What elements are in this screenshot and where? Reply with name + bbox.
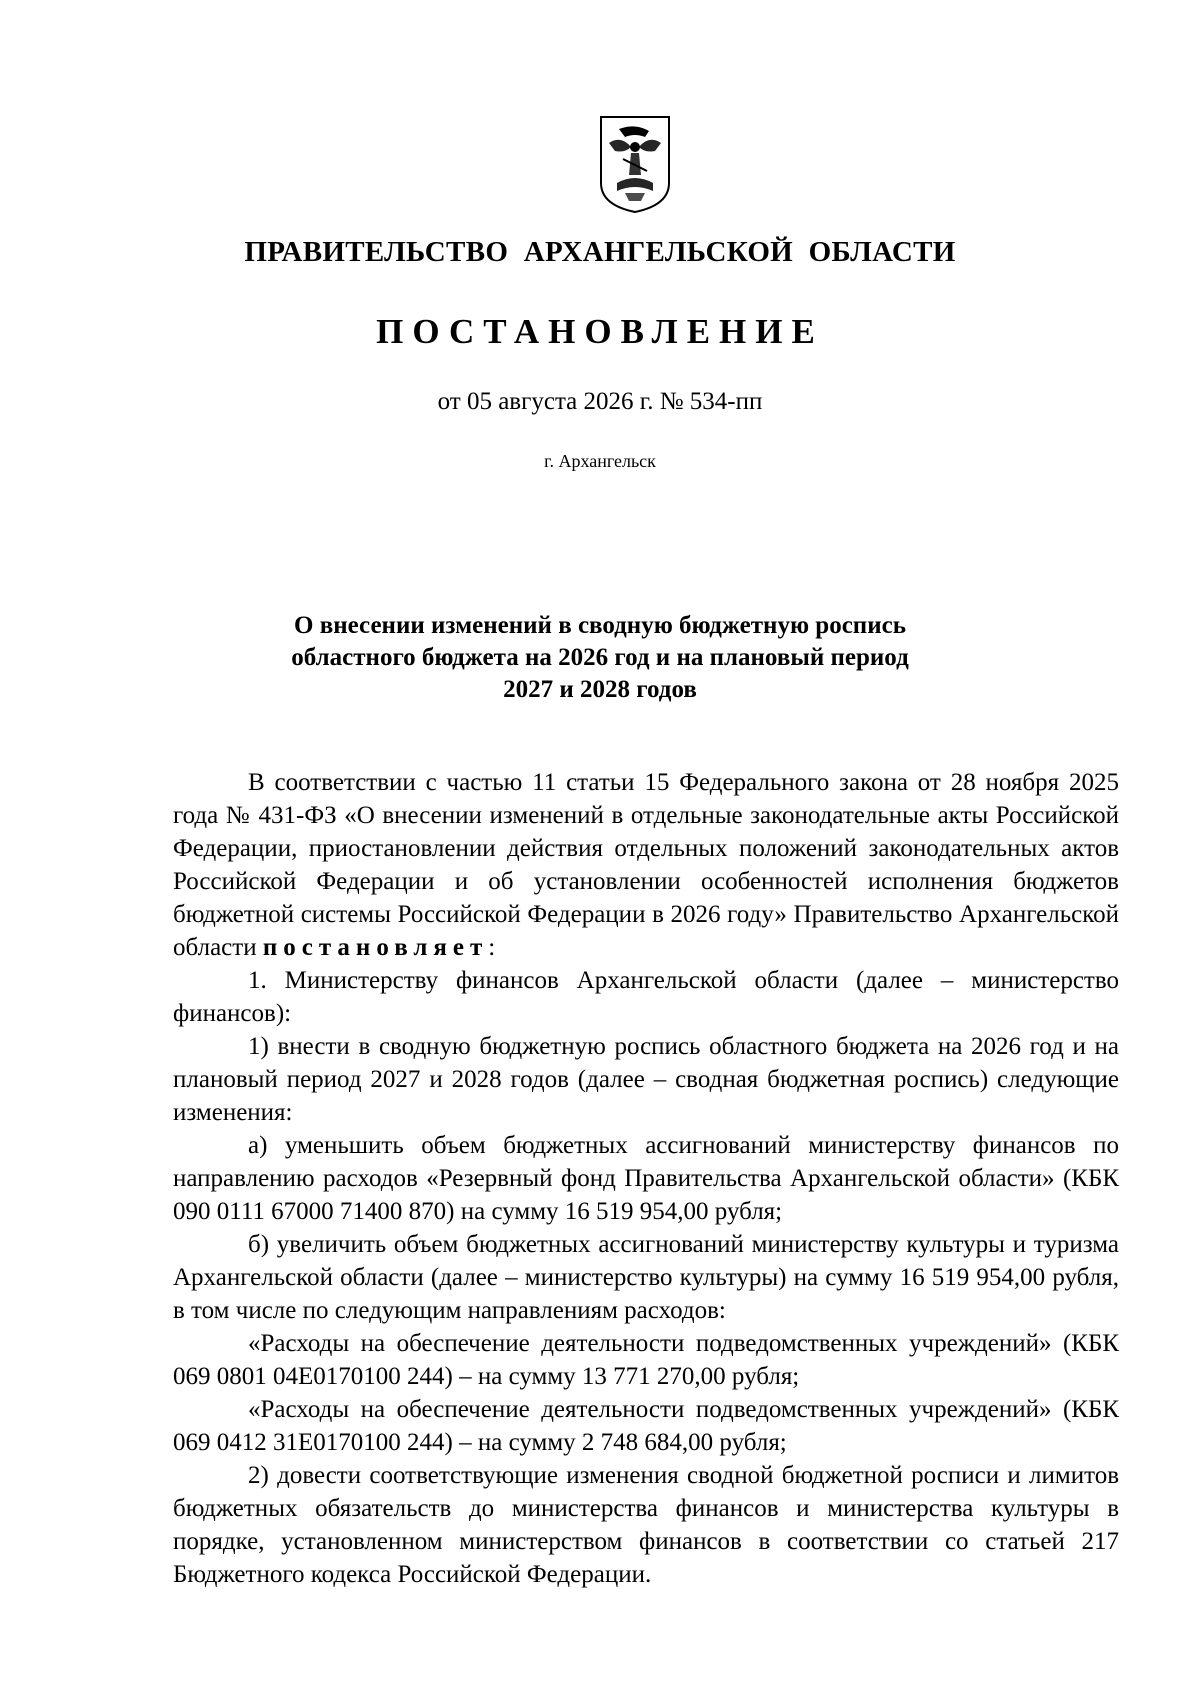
expense-item-2: «Расходы на обеспечение деятельности подведомственных учреждений» (КБК 069 0412 31Е0170100 244) – на сумму 2 748 684,00 рубля;	[173, 1396, 1119, 1456]
resolves-word: постановляет	[262, 934, 489, 961]
preamble-paragraph: В соответствии с частью 11 статьи 15 Федерального закона от 28 ноября 2025 года № 431-ФЗ «О внесении изменений в отдельные законодательные акты Российской Федерации, приостановлении действия отдельных положений законодательных актов Российской Федерации и об установлении особенностей исполнения бюджетов бюджетной системы Российской Федерации в 2026 году» Правительство Архангельской области постановляет:	[173, 769, 1119, 961]
document-type: ПОСТАНОВЛЕНИЕ	[376, 312, 824, 351]
expense-item-1: «Расходы на обеспечение деятельности подведомственных учреждений» (КБК 069 0801 04Е0170100 244) – на сумму 13 771 270,00 рубля;	[173, 1330, 1119, 1390]
clause-1-1-b: б) увеличить объем бюджетных ассигнований министерству культуры и туризма Архангельской области (далее – министерство культуры) на сумму 16 519 954,00 рубля, в том числе по следующим направлениям расходов:	[173, 1231, 1119, 1324]
title-line: областного бюджета на 2026 год и на плановый период	[291, 644, 909, 671]
document-title	[200, 610, 1000, 706]
preamble-text: В соответствии с частью 11 статьи 15 Федерального закона от 28 ноября 2025 года № 431-ФЗ «О внесении изменений в отдельные законодательные акты Российской Федерации, приостановлении действия отдельных положений законодательных актов Российской Федерации и об установлении особенностей исполнения бюджетов бюджетной системы Российской Федерации в 2026 году» Правительство Архангельской области	[173, 769, 1119, 961]
title-line: 2027 и 2028 годов	[503, 676, 697, 703]
coat-of-arms-emblem	[597, 113, 673, 215]
clause-1: 1. Министерству финансов Архангельской области (далее – министерство финансов):	[173, 967, 1119, 1027]
document-body	[173, 766, 1119, 1591]
document-city: г. Архангельск	[544, 451, 656, 471]
document-date-number: от 05 августа 2026 г. № 534-пп	[437, 388, 763, 415]
organization-name: ПРАВИТЕЛЬСТВО АРХАНГЕЛЬСКОЙ ОБЛАСТИ	[244, 236, 956, 268]
clause-1-1: 1) внести в сводную бюджетную роспись областного бюджета на 2026 год и на плановый период 2027 и 2028 годов (далее – сводная бюджетная роспись) следующие изменения:	[173, 1033, 1119, 1126]
clause-1-2: 2) довести соответствующие изменения сводной бюджетной росписи и лимитов бюджетных обязательств до министерства финансов и министерства культуры в порядке, установленном министерством финансов в соответствии со статьей 217 Бюджетного кодекса Российской Федерации.	[173, 1462, 1119, 1588]
title-line: О внесении изменений в сводную бюджетную роспись	[294, 612, 906, 639]
clause-1-1-a: а) уменьшить объем бюджетных ассигнований министерству финансов по направлению расходов «Резервный фонд Правительства Архангельской области» (КБК 090 0111 67000 71400 870) на сумму 16 519 954,00 рубля;	[173, 1132, 1119, 1225]
